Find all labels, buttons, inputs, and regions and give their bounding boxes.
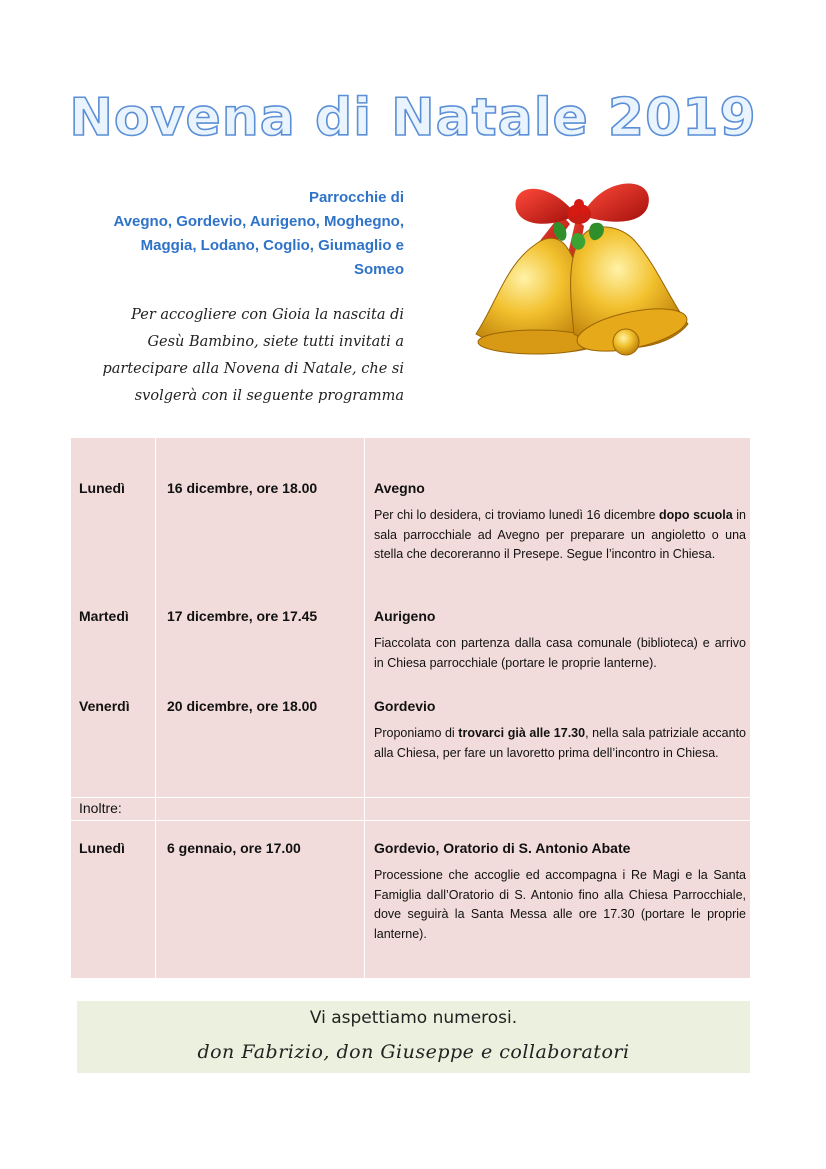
row-divider [71, 820, 750, 821]
parishes-line: Someo [353, 261, 404, 278]
schedule-place: Aurigeno [374, 608, 436, 624]
parishes-line: Maggia, Lodano, Coglio, Giumaglio e [140, 237, 404, 254]
schedule-date: 20 dicembre, ore 18.00 [167, 698, 318, 714]
description-text: , nella sala patriziale accanto alla Chiesa, per fare un lavoretto prima dell’incontro in Chiesa. [374, 726, 747, 760]
schedule-place: Gordevio [374, 698, 436, 714]
christmas-bells-illustration [466, 174, 696, 374]
intro-text [78, 302, 404, 410]
parishes-block [70, 186, 404, 282]
intro-line: Gesù Bambino, siete tutti invitati a [147, 334, 404, 350]
schedule-description [374, 724, 746, 763]
description-bold: dopo scuola [659, 508, 733, 522]
intro-line: svolgerà con il seguente programma [134, 388, 404, 404]
schedule-description: Processione che accoglie ed accompagna i Re Magi e la Santa Famiglia dall’Oratorio di S. Antonio fino alla Chiesa Parrocchiale, dove seguirà la Santa Messa alle ore 17.30 (portare le proprie lanterne). [374, 868, 746, 941]
page-title: Novena di Natale 2019 [69, 88, 757, 148]
description-bold: trovarci già alle 17.30 [458, 726, 586, 740]
intro-line: partecipare alla Novena di Natale, che si [102, 361, 404, 377]
closing-signature: don Fabrizio, don Giuseppe e collaboratori [197, 1041, 630, 1063]
schedule-day: Lunedì [79, 480, 125, 496]
schedule-description [374, 634, 746, 673]
description-text: Proponiamo di [374, 726, 459, 740]
schedule-date: 6 gennaio, ore 17.00 [167, 840, 301, 856]
description-text: in sala parrocchiale ad Avegno per preparare un angioletto o una stella che decoreranno il Presepe. Segue l’incontro in Chiesa. [374, 508, 747, 561]
row-divider [71, 797, 750, 798]
intro-line: Per accogliere con Gioia la nascita di [131, 307, 404, 323]
schedule-description [374, 506, 746, 565]
schedule-place: Gordevio, Oratorio di S. Antonio Abate [374, 840, 631, 856]
schedule-place: Avegno [374, 480, 425, 496]
schedule-date: 17 dicembre, ore 17.45 [167, 608, 318, 624]
column-divider [364, 438, 365, 978]
inoltre-label: Inoltre: [79, 800, 122, 816]
schedule-day: Lunedì [79, 840, 125, 856]
parishes-line: Avegno, Gordevio, Aurigeno, Moghegno, [113, 213, 404, 230]
description-text: Fiaccolata con partenza dalla casa comunale (biblioteca) e arrivo in Chiesa parrocchiale (portare le proprie lanterne). [374, 636, 746, 670]
description-text: Per chi lo desidera, ci troviamo lunedì 16 dicembre [374, 508, 659, 522]
schedule-table [71, 438, 750, 978]
parishes-line: Parrocchie di [308, 189, 404, 206]
schedule-day: Martedì [79, 608, 129, 624]
closing-invite: Vi aspettiamo numerosi. [309, 1008, 518, 1028]
column-divider [155, 438, 156, 978]
schedule-date: 16 dicembre, ore 18.00 [167, 480, 318, 496]
schedule-day: Venerdì [79, 698, 130, 714]
closing-box [77, 1001, 750, 1073]
